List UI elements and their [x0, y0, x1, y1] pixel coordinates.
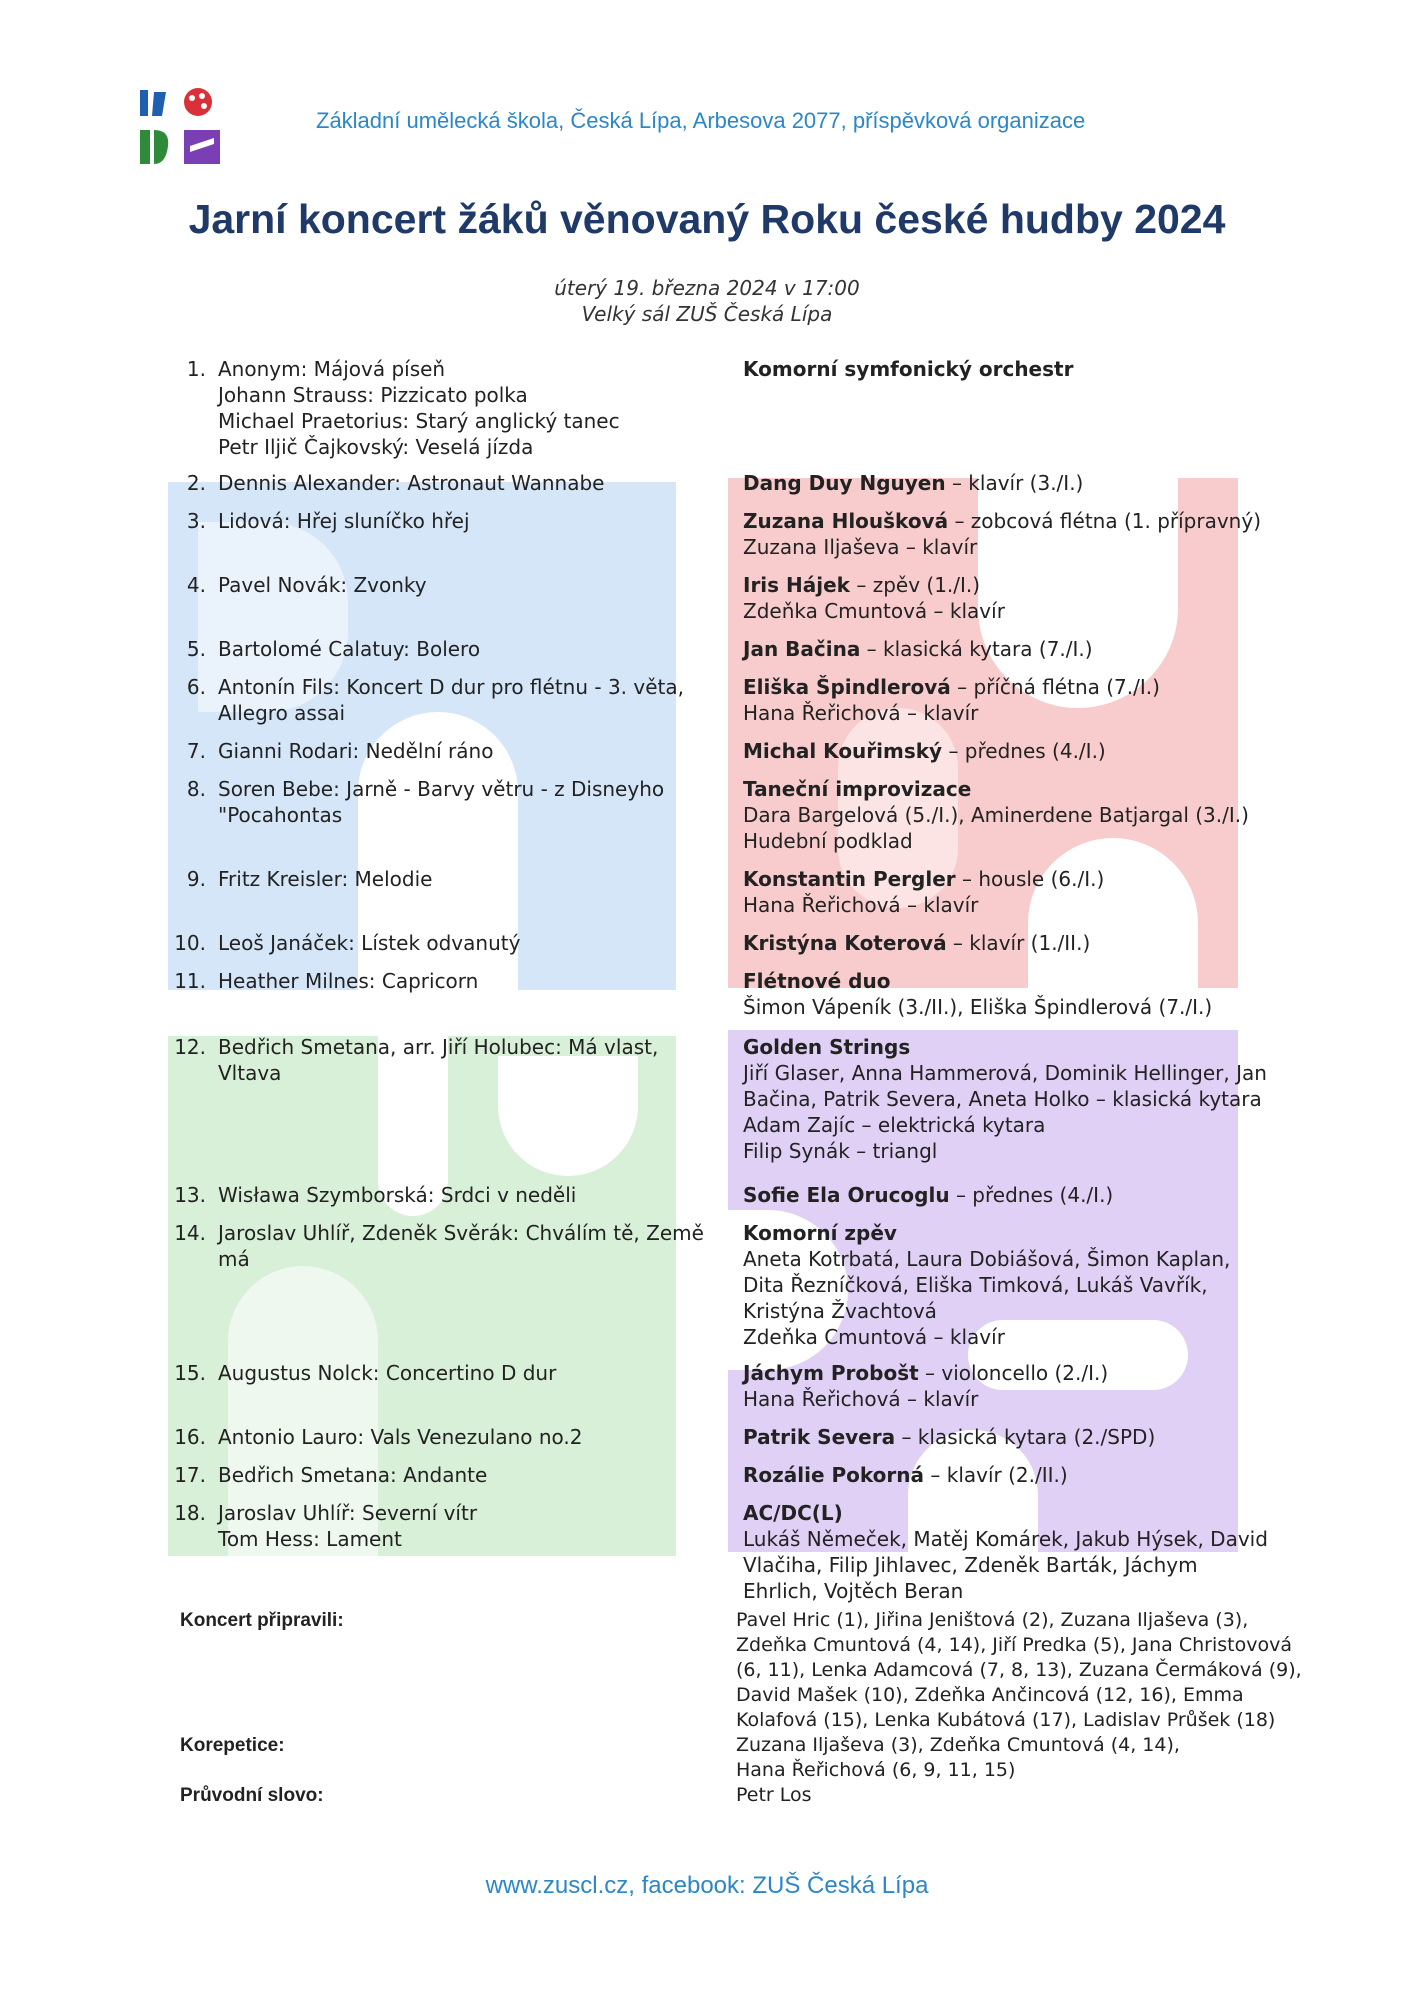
performer-line	[743, 1220, 1303, 1246]
performer	[743, 1220, 1303, 1350]
piece-line: Vltava	[218, 1061, 282, 1085]
page-title: Jarní koncert žáků věnovaný Roku české hudby 2024	[188, 196, 1226, 242]
performer-line: Lukáš Němeček, Matěj Komárek, Jakub Hýsek, David	[743, 1527, 1268, 1551]
performer-line: Adam Zajíc – elektrická kytara	[743, 1113, 1046, 1137]
piece-line: Antonín Fils: Koncert D dur pro flétnu - 3. věta,	[218, 675, 684, 699]
performer-line: Šimon Vápeník (3./II.), Eliška Špindlerová (7./I.)	[743, 995, 1213, 1019]
piece-line: Anonym: Májová píseň	[218, 357, 446, 381]
piece-line: Allegro assai	[218, 701, 346, 725]
item-number: 1.	[186, 357, 206, 381]
performer-detail: – klasická kytara (2./SPD)	[895, 1425, 1156, 1449]
performer-name: Michal Kouřimský	[743, 739, 943, 763]
credit-line: Zuzana Iljaševa (3), Zdeňka Cmuntová (4, 14),	[736, 1734, 1180, 1756]
performer	[743, 1360, 1303, 1412]
performer-name: Sofie Ela Orucoglu	[743, 1183, 950, 1207]
performer-line	[743, 508, 1303, 534]
performer	[743, 738, 1303, 764]
performer-line	[743, 1462, 1303, 1488]
piece-line: Heather Milnes: Capricorn	[218, 969, 479, 993]
performer-line: Jiří Glaser, Anna Hammerová, Dominik Hellinger, Jan	[743, 1061, 1267, 1085]
performer-line: Hana Řeřichová – klavír	[743, 1387, 979, 1411]
piece-title	[218, 930, 688, 956]
credit-line: Zdeňka Cmuntová (4, 14), Jiří Predka (5), Jana Christovová	[736, 1634, 1292, 1656]
performer-name: Konstantin Pergler	[743, 867, 956, 891]
performer	[743, 508, 1303, 560]
credit-line: Petr Los	[736, 1784, 812, 1806]
header	[140, 86, 1280, 170]
piece-line: Pavel Novák: Zvonky	[218, 573, 427, 597]
performer	[743, 1182, 1303, 1208]
credit-line: Hana Řeřichová (6, 9, 11, 15)	[736, 1759, 1016, 1781]
piece-title	[218, 1182, 688, 1208]
performer-line: Hudební podklad	[743, 829, 913, 853]
performer-line: Aneta Kotrbatá, Laura Dobiášová, Šimon Kaplan,	[743, 1247, 1231, 1271]
piece-line: Augustus Nolck: Concertino D dur	[218, 1361, 557, 1385]
performer-name: Taneční improvizace	[743, 777, 972, 801]
credit-line: (6, 11), Lenka Adamcová (7, 8, 13), Zuzana Čermáková (9),	[736, 1659, 1302, 1681]
performer-line	[743, 1034, 1303, 1060]
performer-detail: – klavír (2./II.)	[924, 1463, 1068, 1487]
piece-line: Antonio Lauro: Vals Venezulano no.2	[218, 1425, 583, 1449]
piece-line: má	[218, 1247, 250, 1271]
performer-line	[743, 866, 1303, 892]
piece-title	[218, 636, 688, 662]
performer-name: Patrik Severa	[743, 1425, 896, 1449]
item-number: 6.	[186, 675, 206, 699]
item-number: 5.	[186, 637, 206, 661]
piece-line: Michael Praetorius: Starý anglický tanec	[218, 409, 620, 433]
speech-label: Průvodní slovo:	[180, 1785, 324, 1806]
piece-title	[218, 1500, 688, 1552]
piece-line: Bedřich Smetana, arr. Jiří Holubec: Má vlast,	[218, 1035, 659, 1059]
performer-detail: – přednes (4./I.)	[942, 739, 1106, 763]
performer-detail: – přednes (4./I.)	[949, 1183, 1114, 1207]
performer-line: Zdeňka Cmuntová – klavír	[743, 599, 1005, 623]
performer-detail: – zpěv (1./I.)	[849, 573, 981, 597]
piece-line: Bedřich Smetana: Andante	[218, 1463, 488, 1487]
item-number: 12.	[174, 1035, 206, 1059]
item-number: 11.	[174, 969, 206, 993]
piece-title	[218, 572, 688, 598]
performer	[743, 968, 1303, 1020]
performer-name: Iris Hájek	[743, 573, 850, 597]
performer-name: Komorní symfonický orchestr	[743, 357, 1074, 381]
item-number: 18.	[174, 1501, 206, 1525]
performer-name: Golden Strings	[743, 1035, 911, 1059]
piece-line: Jaroslav Uhlíř: Severní vítr	[218, 1501, 478, 1525]
piece-line: Lidová: Hřej sluníčko hřej	[218, 509, 470, 533]
bg-blue-shape	[168, 482, 676, 990]
piece-line: Jaroslav Uhlíř, Zdeněk Svěrák: Chválím tě, Země	[218, 1221, 704, 1245]
performer-name: Komorní zpěv	[743, 1221, 897, 1245]
item-number: 17.	[174, 1463, 206, 1487]
performer-line	[743, 470, 1303, 496]
performer	[743, 636, 1303, 662]
performer	[743, 674, 1303, 726]
piece-title	[218, 866, 688, 892]
concert-venue: Velký sál ZUŠ Česká Lípa	[581, 302, 833, 326]
item-number: 13.	[174, 1183, 206, 1207]
performer-line: Filip Synák – triangl	[743, 1139, 938, 1163]
performer	[743, 776, 1303, 854]
performer-line: Zuzana Iljaševa – klavír	[743, 535, 978, 559]
performer-name: Kristýna Koterová	[743, 931, 947, 955]
performer-name: Zuzana Hloušková	[743, 509, 949, 533]
piece-line: Petr Iljič Čajkovský: Veselá jízda	[218, 435, 534, 459]
piece-title	[218, 1462, 688, 1488]
piece-line: Leoš Janáček: Lístek odvanutý	[218, 931, 521, 955]
performer	[743, 930, 1303, 956]
piece-line: Tom Hess: Lament	[218, 1527, 402, 1551]
credit-line: David Mašek (10), Zdeňka Ančincová (12, 16), Emma	[736, 1684, 1244, 1706]
performer-name: Dang Duy Nguyen	[743, 471, 946, 495]
credit-line: Pavel Hric (1), Jiřina Jeništová (2), Zuzana Iljaševa (3),	[736, 1609, 1249, 1631]
performer-detail: – zobcová flétna (1. přípravný)	[948, 509, 1261, 533]
piece-title	[218, 1360, 688, 1386]
performer-line: Dara Bargelová (5./I.), Aminerdene Batjargal (3./I.)	[743, 803, 1249, 827]
performer-line	[743, 356, 1303, 382]
item-number: 15.	[174, 1361, 206, 1385]
performer-name: AC/DC(L)	[743, 1501, 843, 1525]
performer-line: Ehrlich, Vojtěch Beran	[743, 1579, 964, 1603]
performer-line: Dita Řezníčková, Eliška Timková, Lukáš Vavřík,	[743, 1273, 1208, 1297]
concert-date: úterý 19. března 2024 v 17:00	[554, 276, 860, 300]
performer	[743, 470, 1303, 496]
performer	[743, 1462, 1303, 1488]
performer-line: Kristýna Žvachtová	[743, 1299, 937, 1323]
piece-title	[218, 776, 688, 828]
performer-name: Rozálie Pokorná	[743, 1463, 925, 1487]
performer-line	[743, 738, 1303, 764]
performer-line	[743, 1424, 1303, 1450]
prepared-text	[736, 1608, 1306, 1733]
performer-name: Eliška Špindlerová	[743, 675, 951, 699]
performer-detail: – violoncello (2./I.)	[918, 1361, 1109, 1385]
performer-line	[743, 674, 1303, 700]
school-name: Základní umělecká škola, Česká Lípa, Arbesova 2077, příspěvková organizace	[316, 108, 1086, 133]
piece-title	[218, 674, 688, 726]
piece-line: Soren Bebe: Jarně - Barvy větru - z Disneyho	[218, 777, 665, 801]
piece-title	[218, 1220, 704, 1272]
speech-text	[736, 1783, 1306, 1808]
piece-title	[218, 1424, 688, 1450]
item-number: 16.	[174, 1425, 206, 1449]
performer	[743, 1034, 1303, 1164]
performer-detail: – klasická kytara (7./I.)	[860, 637, 1093, 661]
accompaniment-label: Korepetice:	[180, 1735, 285, 1756]
performer-line	[743, 1182, 1303, 1208]
piece-line: Wisława Szymborská: Srdci v neděli	[218, 1183, 577, 1207]
performer-detail: – klavír (3./I.)	[945, 471, 1084, 495]
piece-line: Fritz Kreisler: Melodie	[218, 867, 433, 891]
item-number: 10.	[174, 931, 206, 955]
piece-title	[218, 738, 688, 764]
prepared-label: Koncert připravili:	[180, 1610, 344, 1631]
performer-line: Vlačiha, Filip Jihlavec, Zdeněk Barták, Jáchym	[743, 1553, 1198, 1577]
performer-line	[743, 930, 1303, 956]
piece-title	[218, 1034, 688, 1086]
piece-line: Bartolomé Calatuy: Bolero	[218, 637, 481, 661]
performer-name: Jáchym Probošt	[743, 1361, 919, 1385]
item-number: 9.	[186, 867, 206, 891]
performer-name: Flétnové duo	[743, 969, 891, 993]
item-number: 3.	[186, 509, 206, 533]
footer-links[interactable]: www.zuscl.cz, facebook: ZUŠ Česká Lípa	[485, 1872, 929, 1899]
performer	[743, 1500, 1303, 1604]
piece-title	[218, 968, 688, 994]
item-number: 7.	[186, 739, 206, 763]
performer-line: Zdeňka Cmuntová – klavír	[743, 1325, 1005, 1349]
performer-line	[743, 1500, 1303, 1526]
school-logo	[140, 86, 224, 170]
performer	[743, 866, 1303, 918]
piece-title	[218, 356, 688, 460]
performer-name: Jan Bačina	[743, 637, 861, 661]
performer-line: Bačina, Patrik Severa, Aneta Holko – klasická kytara	[743, 1087, 1262, 1111]
performer-detail: – příčná flétna (7./I.)	[950, 675, 1160, 699]
performer-detail: – klavír (1./II.)	[946, 931, 1091, 955]
performer-line	[743, 572, 1303, 598]
performer-line: Hana Řeřichová – klavír	[743, 893, 979, 917]
credit-line: Kolafová (15), Lenka Kubátová (17), Ladislav Průšek (18)	[736, 1709, 1276, 1731]
performer-line	[743, 776, 1303, 802]
performer	[743, 1424, 1303, 1450]
item-number: 8.	[186, 777, 206, 801]
performer-line	[743, 636, 1303, 662]
piece-line: Dennis Alexander: Astronaut Wannabe	[218, 471, 605, 495]
performer	[743, 572, 1303, 624]
accompaniment-text	[736, 1733, 1306, 1783]
piece-line: "Pocahontas	[218, 803, 343, 827]
performer-line	[743, 968, 1303, 994]
piece-line: Gianni Rodari: Nedělní ráno	[218, 739, 494, 763]
performer-line	[743, 1360, 1303, 1386]
performer-detail: – housle (6./I.)	[955, 867, 1105, 891]
piece-line: Johann Strauss: Pizzicato polka	[218, 383, 528, 407]
item-number: 4.	[186, 573, 206, 597]
piece-title	[218, 508, 688, 534]
performer-line: Hana Řeřichová – klavír	[743, 701, 979, 725]
piece-title	[218, 470, 688, 496]
item-number: 2.	[186, 471, 206, 495]
item-number: 14.	[174, 1221, 206, 1245]
performer	[743, 356, 1303, 382]
